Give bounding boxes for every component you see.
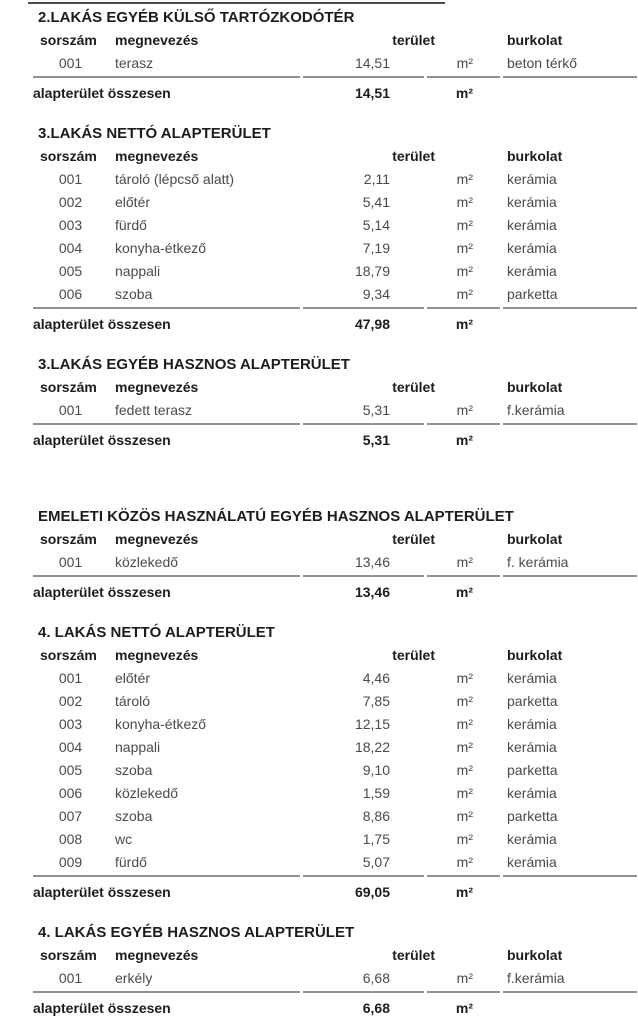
row-area: 5,41 — [362, 194, 390, 210]
row-floor: parketta — [507, 762, 558, 778]
row-number: 001 — [58, 171, 83, 187]
row-area: 13,46 — [354, 554, 390, 570]
row-area: 5,07 — [362, 854, 390, 870]
table-row — [38, 551, 638, 574]
row-area: 6,68 — [362, 970, 390, 986]
row-name: erkély — [115, 970, 153, 986]
row-floor: parketta — [507, 286, 558, 302]
row-number: 006 — [58, 785, 83, 801]
table-body — [38, 551, 638, 574]
table-row — [38, 759, 638, 782]
col-header-megnevezes: megnevezés — [115, 32, 199, 48]
row-unit: m² — [456, 762, 473, 778]
table-body — [38, 168, 638, 306]
row-floor: kerámia — [507, 739, 557, 755]
row-floor: kerámia — [507, 171, 557, 187]
row-number: 001 — [58, 55, 83, 71]
row-area: 12,15 — [354, 716, 390, 732]
total-label: alapterület összesen — [33, 432, 171, 448]
col-header-sorszam: sorszám — [40, 32, 97, 48]
row-area: 9,10 — [362, 762, 390, 778]
table-header-row — [38, 644, 638, 667]
row-area: 5,31 — [362, 402, 390, 418]
table-row — [38, 399, 638, 422]
row-area: 18,22 — [354, 739, 390, 755]
row-area: 8,86 — [362, 808, 390, 824]
table-total-row — [33, 995, 638, 1020]
col-header-burkolat: burkolat — [507, 947, 563, 963]
row-name: nappali — [115, 263, 161, 279]
table-header-row — [38, 376, 638, 399]
row-name: konyha-étkező — [115, 716, 207, 732]
col-header-megnevezes: megnevezés — [115, 379, 199, 395]
area-table — [33, 9, 638, 105]
row-unit: m² — [456, 739, 473, 755]
row-floor: f.kerámia — [507, 402, 565, 418]
table-row — [38, 283, 638, 306]
col-header-terulet: terület — [392, 148, 435, 164]
col-header-terulet: terület — [392, 647, 435, 663]
table-row — [38, 851, 638, 874]
table-header-row — [38, 944, 638, 967]
table-total-row — [33, 879, 638, 904]
total-spacer — [473, 313, 638, 336]
total-spacer — [473, 82, 638, 105]
row-number: 002 — [58, 693, 83, 709]
row-number: 005 — [58, 263, 83, 279]
table-header-row — [38, 145, 638, 168]
total-separator-line — [33, 307, 637, 309]
table-body — [38, 52, 638, 75]
row-unit: m² — [456, 171, 473, 187]
col-header-megnevezes: megnevezés — [115, 647, 199, 663]
row-number: 005 — [58, 762, 83, 778]
row-name: szoba — [115, 808, 153, 824]
row-area: 14,51 — [354, 55, 390, 71]
row-name: előtér — [115, 194, 151, 210]
row-name: tároló (lépcső alatt) — [115, 171, 235, 187]
row-area: 1,59 — [362, 785, 390, 801]
col-header-burkolat: burkolat — [507, 379, 563, 395]
total-value: 6,68 — [362, 1000, 390, 1016]
col-header-terulet: terület — [392, 32, 435, 48]
row-floor: parketta — [507, 693, 558, 709]
row-floor: kerámia — [507, 263, 557, 279]
total-label: alapterület összesen — [33, 884, 171, 900]
total-label: alapterület összesen — [33, 584, 171, 600]
tables-container — [0, 10, 638, 1020]
row-name: tároló — [115, 693, 151, 709]
col-header-terulet: terület — [392, 531, 435, 547]
table-row — [38, 237, 638, 260]
total-value: 47,98 — [354, 316, 390, 332]
table-header-row — [38, 29, 638, 52]
row-floor: kerámia — [507, 716, 557, 732]
total-value: 69,05 — [354, 884, 390, 900]
row-floor: kerámia — [507, 670, 557, 686]
row-unit: m² — [456, 263, 473, 279]
total-separator-line — [33, 875, 637, 877]
table-header-row — [38, 528, 638, 551]
row-number: 001 — [58, 670, 83, 686]
table-title: 3.LAKÁS NETTÓ ALAPTERÜLET — [38, 125, 271, 142]
row-area: 18,79 — [354, 263, 390, 279]
row-unit: m² — [456, 194, 473, 210]
table-title: 4. LAKÁS NETTÓ ALAPTERÜLET — [38, 624, 275, 641]
row-unit: m² — [456, 716, 473, 732]
row-name: fedett terasz — [115, 402, 193, 418]
table-body — [38, 967, 638, 990]
row-floor: parketta — [507, 808, 558, 824]
table-row — [38, 782, 638, 805]
col-header-burkolat: burkolat — [507, 148, 563, 164]
row-area: 7,85 — [362, 693, 390, 709]
total-unit: m² — [455, 432, 473, 448]
row-number: 002 — [58, 194, 83, 210]
table-total-row — [33, 311, 638, 336]
row-number: 006 — [58, 286, 83, 302]
table-total-row — [33, 579, 638, 604]
col-header-sorszam: sorszám — [40, 947, 97, 963]
total-unit: m² — [455, 85, 473, 101]
row-unit: m² — [456, 854, 473, 870]
row-number: 004 — [58, 739, 83, 755]
row-number: 004 — [58, 240, 83, 256]
row-name: közlekedő — [115, 785, 179, 801]
row-floor: f.kerámia — [507, 970, 565, 986]
row-name: konyha-étkező — [115, 240, 207, 256]
area-table — [33, 624, 638, 904]
table-row — [38, 667, 638, 690]
table-row — [38, 168, 638, 191]
row-unit: m² — [456, 808, 473, 824]
row-name: előtér — [115, 670, 151, 686]
row-number: 003 — [58, 217, 83, 233]
row-name: wc — [115, 831, 133, 847]
row-unit: m² — [456, 831, 473, 847]
total-separator-line — [33, 423, 637, 425]
row-area: 5,14 — [362, 217, 390, 233]
row-unit: m² — [456, 670, 473, 686]
row-unit: m² — [456, 785, 473, 801]
row-number: 008 — [58, 831, 83, 847]
row-name: közlekedő — [115, 554, 179, 570]
col-header-megnevezes: megnevezés — [115, 531, 199, 547]
row-number: 001 — [58, 402, 83, 418]
row-floor: kerámia — [507, 194, 557, 210]
table-row — [38, 828, 638, 851]
row-number: 007 — [58, 808, 83, 824]
total-unit: m² — [455, 316, 473, 332]
row-name: fürdő — [115, 217, 147, 233]
total-label: alapterület összesen — [33, 316, 171, 332]
col-header-burkolat: burkolat — [507, 647, 563, 663]
row-unit: m² — [456, 55, 473, 71]
col-header-sorszam: sorszám — [40, 531, 97, 547]
col-header-terulet: terület — [392, 947, 435, 963]
row-number: 001 — [58, 554, 83, 570]
area-table — [33, 356, 638, 452]
row-name: fürdő — [115, 854, 147, 870]
table-total-row — [33, 427, 638, 452]
total-value: 13,46 — [354, 584, 390, 600]
table-body — [38, 399, 638, 422]
table-row — [38, 805, 638, 828]
row-area: 1,75 — [362, 831, 390, 847]
area-table — [33, 508, 638, 604]
total-label: alapterület összesen — [33, 1000, 171, 1016]
total-label: alapterület összesen — [33, 85, 171, 101]
row-unit: m² — [456, 240, 473, 256]
col-header-megnevezes: megnevezés — [115, 148, 199, 164]
table-row — [38, 690, 638, 713]
col-header-sorszam: sorszám — [40, 647, 97, 663]
row-floor: beton térkő — [507, 55, 578, 71]
row-name: terasz — [115, 55, 154, 71]
row-unit: m² — [456, 286, 473, 302]
row-number: 009 — [58, 854, 83, 870]
table-title: 2.LAKÁS EGYÉB KÜLSŐ TARTÓZKODÓTÉR — [38, 9, 355, 26]
table-row — [38, 191, 638, 214]
area-table — [33, 125, 638, 336]
row-floor: kerámia — [507, 240, 557, 256]
row-number: 001 — [58, 970, 83, 986]
total-value: 5,31 — [362, 432, 390, 448]
total-spacer — [473, 429, 638, 452]
total-separator-line — [33, 991, 637, 993]
total-spacer — [473, 997, 638, 1020]
table-title: EMELETI KÖZÖS HASZNÁLATÚ EGYÉB HASZNOS ALAPTERÜLET — [38, 508, 514, 525]
total-unit: m² — [455, 884, 473, 900]
table-body — [38, 667, 638, 874]
row-unit: m² — [456, 402, 473, 418]
table-total-row — [33, 80, 638, 105]
table-title: 3.LAKÁS EGYÉB HASZNOS ALAPTERÜLET — [38, 356, 350, 373]
total-unit: m² — [455, 1000, 473, 1016]
total-spacer — [473, 581, 638, 604]
row-floor: f. kerámia — [507, 554, 569, 570]
row-unit: m² — [456, 217, 473, 233]
table-row — [38, 52, 638, 75]
table-row — [38, 736, 638, 759]
row-unit: m² — [456, 693, 473, 709]
col-header-megnevezes: megnevezés — [115, 947, 199, 963]
col-header-sorszam: sorszám — [40, 379, 97, 395]
area-table — [33, 924, 638, 1020]
row-floor: kerámia — [507, 785, 557, 801]
row-floor: kerámia — [507, 217, 557, 233]
table-row — [38, 713, 638, 736]
top-partial-rule — [28, 2, 445, 4]
total-separator-line — [33, 76, 637, 78]
total-value: 14,51 — [354, 85, 390, 101]
row-name: szoba — [115, 762, 153, 778]
table-row — [38, 214, 638, 237]
total-spacer — [473, 881, 638, 904]
row-unit: m² — [456, 970, 473, 986]
row-name: szoba — [115, 286, 153, 302]
row-floor: kerámia — [507, 831, 557, 847]
row-unit: m² — [456, 554, 473, 570]
col-header-burkolat: burkolat — [507, 32, 563, 48]
row-floor: kerámia — [507, 854, 557, 870]
total-separator-line — [33, 575, 637, 577]
row-name: nappali — [115, 739, 161, 755]
table-row — [38, 260, 638, 283]
table-title: 4. LAKÁS EGYÉB HASZNOS ALAPTERÜLET — [38, 924, 355, 941]
row-area: 9,34 — [362, 286, 390, 302]
col-header-sorszam: sorszám — [40, 148, 97, 164]
row-area: 4,46 — [362, 670, 390, 686]
total-unit: m² — [455, 584, 473, 600]
col-header-terulet: terület — [392, 379, 435, 395]
row-area: 2,11 — [363, 171, 390, 187]
col-header-burkolat: burkolat — [507, 531, 563, 547]
row-number: 003 — [58, 716, 83, 732]
table-row — [38, 967, 638, 990]
row-area: 7,19 — [362, 240, 390, 256]
